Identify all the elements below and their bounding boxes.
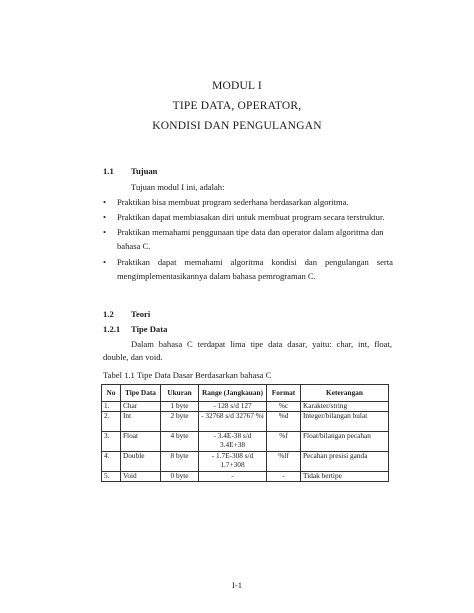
- section-title: Tujuan: [131, 166, 158, 176]
- table-row: [102, 402, 389, 412]
- list-item: • Praktikan bisa membuat program sederhana berdasarkan algoritma.: [103, 196, 393, 210]
- module-subtitle-1: TIPE DATA, OPERATOR,: [172, 100, 302, 112]
- cell-keterangan: Karakter/string: [301, 402, 389, 412]
- cell-range: - 1.7E-308 s/d 1.7+308: [199, 452, 267, 472]
- table-row: [102, 432, 389, 452]
- cell-ukuran: 1 byte: [161, 402, 199, 412]
- cell-format: -: [267, 472, 301, 482]
- cell-format: %f: [267, 432, 301, 452]
- bullet-icon: •: [103, 197, 107, 207]
- table-row: [102, 452, 389, 472]
- list-item: • Praktikan memahami penggunaan tipe data dan operator dalam algoritma dan: [103, 226, 393, 240]
- list-item: • Praktikan dapat membiasakan diri untuk membuat program secara terstruktur.: [103, 211, 393, 225]
- data-type-table: [101, 384, 389, 482]
- cell-tipe: Double: [121, 452, 161, 472]
- section-number: 1.1: [103, 166, 114, 176]
- list-item-continuation: mengimplementasikannya dalam bahasa pemrograman C.: [117, 271, 316, 281]
- cell-keterangan: Tidak bertipe: [301, 472, 389, 482]
- table-row: [102, 472, 389, 482]
- cell-format: %lf: [267, 452, 301, 472]
- cell-ukuran: 0 byte: [161, 472, 199, 482]
- cell-range: - 128 s/d 127: [199, 402, 267, 412]
- header-format: Format: [267, 385, 301, 402]
- table-caption: Tabel 1.1 Tipe Data Dasar Berdasarkan bahasa C: [103, 370, 272, 380]
- table-row: [102, 412, 389, 432]
- header-tipe-data: Tipe Data: [121, 385, 161, 402]
- cell-ukuran: 2 byte: [161, 412, 199, 432]
- header-range: Range (Jangkauan): [199, 385, 267, 402]
- cell-no: 3.: [102, 432, 121, 452]
- cell-range: - 32768 s/d 32767 %i: [199, 412, 267, 432]
- module-subtitle-2: KONDISI DAN PENGULANGAN: [152, 120, 322, 132]
- table-header-row: [102, 385, 389, 402]
- header-keterangan: Keterangan: [301, 385, 389, 402]
- list-item: • Praktikan dapat memahami algoritma kondisi dan pengulangan serta: [103, 256, 393, 270]
- cell-tipe: Void: [121, 472, 161, 482]
- cell-range: - 3.4E-38 s/d 3.4E+38: [199, 432, 267, 452]
- bullet-icon: •: [103, 257, 107, 267]
- cell-tipe: Float: [121, 432, 161, 452]
- cell-keterangan: Integer/bilangan bulat: [301, 412, 389, 432]
- header-no: No: [102, 385, 121, 402]
- cell-ukuran: 4 byte: [161, 432, 199, 452]
- bullet-icon: •: [103, 212, 107, 222]
- cell-no: 5.: [102, 472, 121, 482]
- paragraph-line: double, dan void.: [103, 352, 163, 362]
- subsection-number: 1.2.1: [103, 324, 121, 334]
- subsection-title: Tipe Data: [131, 324, 168, 334]
- bullet-icon: •: [103, 227, 107, 237]
- cell-tipe: Char: [121, 402, 161, 412]
- cell-keterangan: Pecahan presisi ganda: [301, 452, 389, 472]
- list-item-continuation: bahasa C.: [117, 241, 151, 251]
- cell-no: 2.: [102, 412, 121, 432]
- cell-tipe: Int: [121, 412, 161, 432]
- paragraph-line: Dalam bahasa C terdapat lima tipe data dasar, yaitu: char, int, float,: [131, 339, 392, 349]
- cell-keterangan: Float/bilangan pecahan: [301, 432, 389, 452]
- cell-format: %d: [267, 412, 301, 432]
- cell-no: 1.: [102, 402, 121, 412]
- cell-no: 4.: [102, 452, 121, 472]
- cell-format: %c: [267, 402, 301, 412]
- page-number: I-1: [231, 580, 243, 590]
- section-number: 1.2: [103, 309, 114, 319]
- cell-range: -: [199, 472, 267, 482]
- cell-ukuran: 8 byte: [161, 452, 199, 472]
- header-ukuran: Ukuran: [161, 385, 199, 402]
- section-title: Teori: [131, 309, 151, 319]
- module-title: MODUL I: [212, 80, 262, 92]
- section-intro: Tujuan modul I ini, adalah:: [131, 182, 225, 192]
